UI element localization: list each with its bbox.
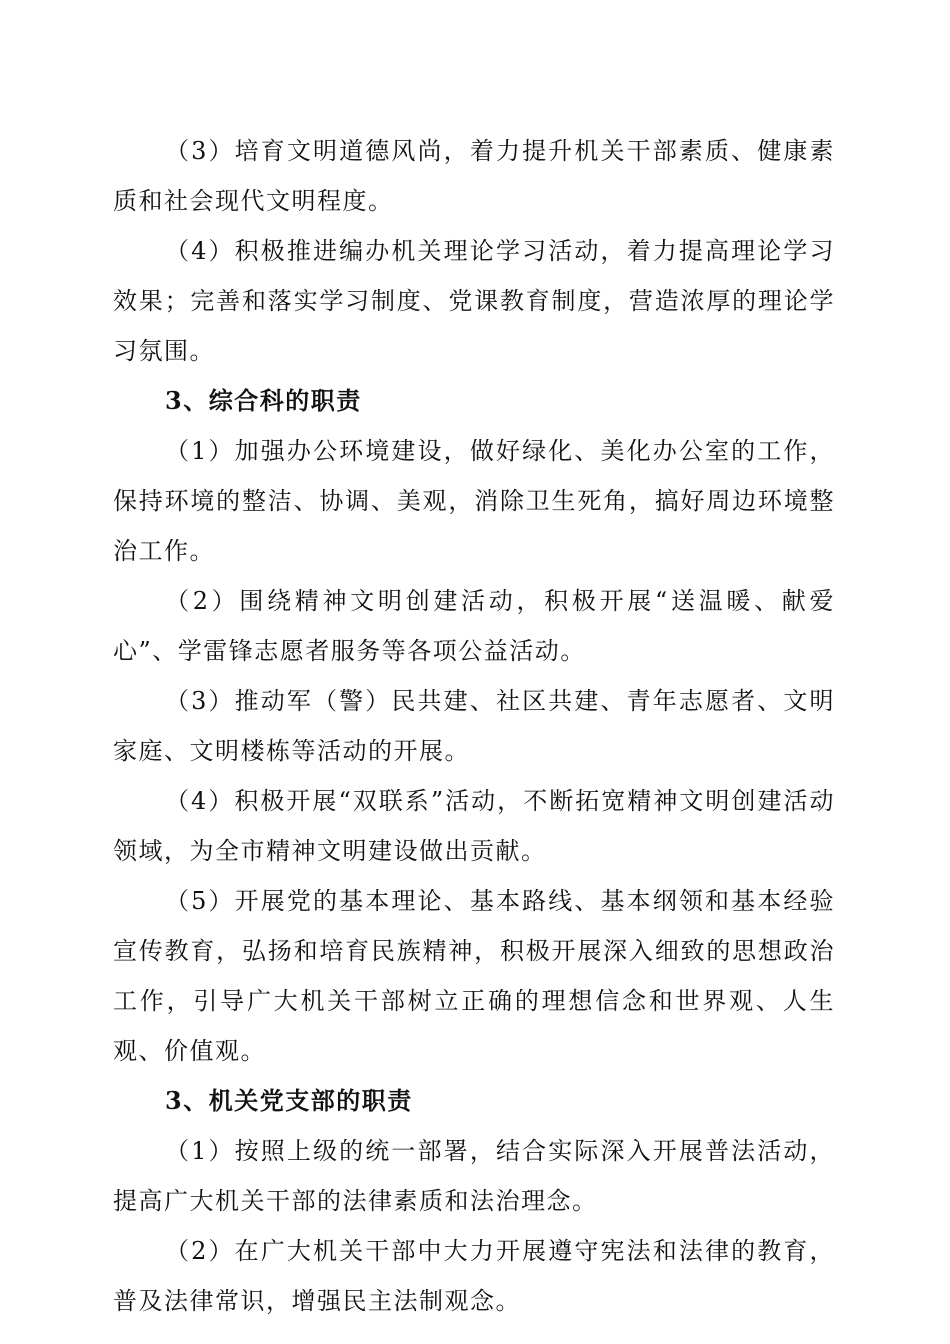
paragraph-dual-contact: （4）积极开展“双联系”活动，不断拓宽精神文明创建活动领域，为全市精神文明建设做出贡献。 xyxy=(113,787,835,865)
paragraph-constitution-education: （2）在广大机关干部中大力开展遵守宪法和法律的教育，普及法律常识，增强民主法制观念。 xyxy=(113,1237,835,1315)
document-body xyxy=(113,126,835,1326)
paragraph-theory-study: （4）积极推进编办机关理论学习活动，着力提高理论学习效果；完善和落实学习制度、党课教育制度，营造浓厚的理论学习氛围。 xyxy=(113,237,835,365)
paragraph-office-environment: （1）加强办公环境建设，做好绿化、美化办公室的工作，保持环境的整洁、协调、美观，消除卫生死角，搞好周边环境整治工作。 xyxy=(113,437,835,565)
paragraph-theory-education: （5）开展党的基本理论、基本路线、基本纲领和基本经验宣传教育，弘扬和培育民族精神，积极开展深入细致的思想政治工作，引导广大机关干部树立正确的理想信念和世界观、人生观、价值观。 xyxy=(113,887,835,1065)
paragraph-co-construction: （3）推动军（警）民共建、社区共建、青年志愿者、文明家庭、文明楼栋等活动的开展。 xyxy=(113,687,835,765)
paragraph-law-popularization: （1）按照上级的统一部署，结合实际深入开展普法活动，提高广大机关干部的法律素质和法治理念。 xyxy=(113,1137,835,1215)
paragraph-civility: （3）培育文明道德风尚，着力提升机关干部素质、健康素质和社会现代文明程度。 xyxy=(113,137,835,215)
section-heading-party-branch: 3、机关党支部的职责 xyxy=(165,1086,413,1115)
section-heading-general-office: 3、综合科的职责 xyxy=(165,386,362,415)
paragraph-public-welfare: （2）围绕精神文明创建活动，积极开展“送温暖、献爱心”、学雷锋志愿者服务等各项公益活动。 xyxy=(113,587,835,665)
